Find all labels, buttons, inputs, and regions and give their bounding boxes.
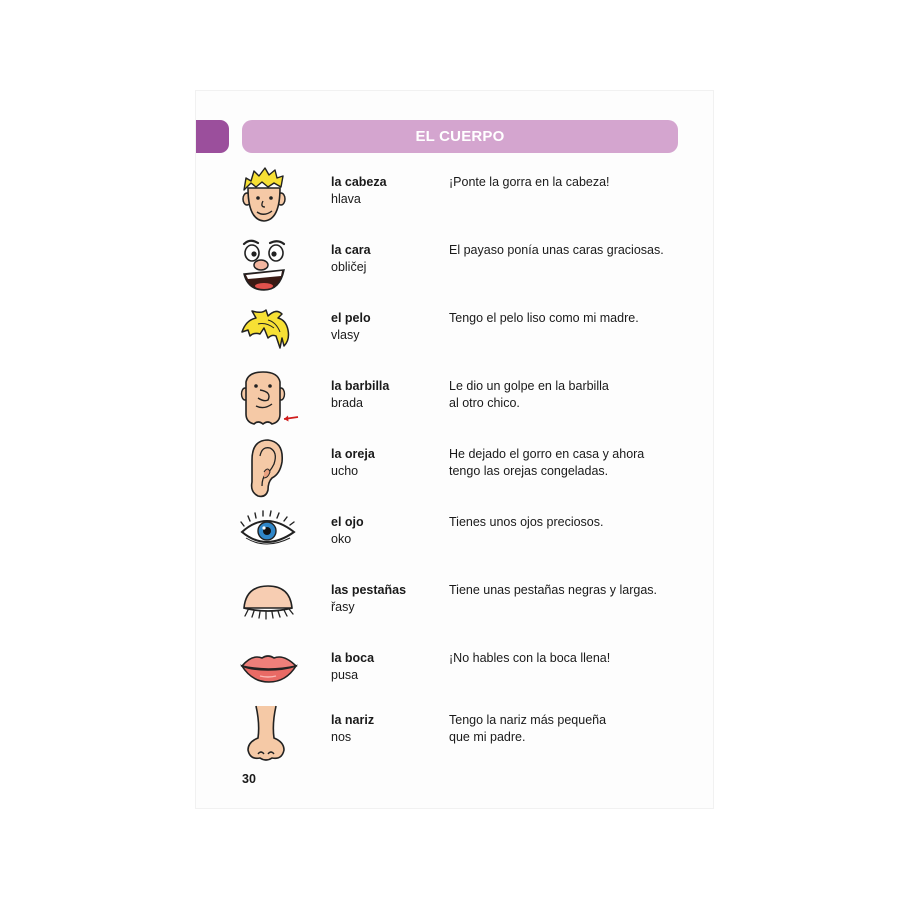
example-sentence: Tienes unos ojos preciosos.	[449, 515, 604, 529]
example-sentence: Tiene unas pestañas negras y largas.	[449, 583, 657, 597]
eyelashes-icon	[238, 574, 300, 638]
term-czech: hlava	[331, 192, 361, 206]
term-czech: vlasy	[331, 328, 360, 342]
chapter-tab	[196, 120, 229, 153]
term-czech: pusa	[331, 668, 359, 682]
ear-icon	[238, 438, 300, 502]
term-czech: nos	[331, 730, 352, 744]
vocab-entry	[196, 704, 713, 768]
term-spanish: la barbilla	[331, 379, 390, 393]
example-sentence: He dejado el gorro en casa y ahora tengo las orejas congeladas.	[449, 447, 645, 478]
term-czech: brada	[331, 396, 363, 410]
example-sentence: Tengo la nariz más pequeña que mi padre.	[449, 713, 607, 744]
nose-icon	[238, 704, 300, 768]
hair-icon	[238, 302, 300, 366]
vocab-entry	[196, 302, 713, 366]
term-spanish: la nariz	[331, 713, 375, 727]
term-spanish: la cara	[331, 243, 371, 257]
eye-icon	[238, 506, 300, 570]
vocab-entry	[196, 642, 713, 706]
term-spanish: la boca	[331, 651, 375, 665]
example-sentence: El payaso ponía unas caras graciosas.	[449, 243, 664, 257]
mouth-icon	[238, 642, 300, 706]
term-czech: ucho	[331, 464, 359, 478]
vocab-entry	[196, 506, 713, 570]
term-spanish: el pelo	[331, 311, 371, 325]
vocab-entry	[196, 370, 713, 434]
term-czech: řasy	[331, 600, 355, 614]
vocab-entry	[196, 438, 713, 502]
example-sentence: Tengo el pelo liso como mi madre.	[449, 311, 639, 325]
term-czech: obličej	[331, 260, 367, 274]
term-spanish: el ojo	[331, 515, 364, 529]
term-spanish: la cabeza	[331, 175, 387, 189]
example-sentence: ¡Ponte la gorra en la cabeza!	[449, 175, 610, 189]
book-page	[196, 91, 713, 808]
example-sentence: Le dio un golpe en la barbilla al otro chico.	[449, 379, 609, 410]
section-title: EL CUERPO	[242, 120, 678, 153]
term-czech: oko	[331, 532, 352, 546]
face-icon	[238, 234, 300, 298]
vocab-entry	[196, 574, 713, 638]
term-spanish: la oreja	[331, 447, 375, 461]
vocab-entry	[196, 166, 713, 230]
head-icon	[238, 166, 300, 230]
example-sentence: ¡No hables con la boca llena!	[449, 651, 611, 665]
page-number: 30	[242, 772, 256, 786]
term-spanish: las pestañas	[331, 583, 407, 597]
chin-icon	[238, 370, 300, 434]
vocab-entry	[196, 234, 713, 298]
